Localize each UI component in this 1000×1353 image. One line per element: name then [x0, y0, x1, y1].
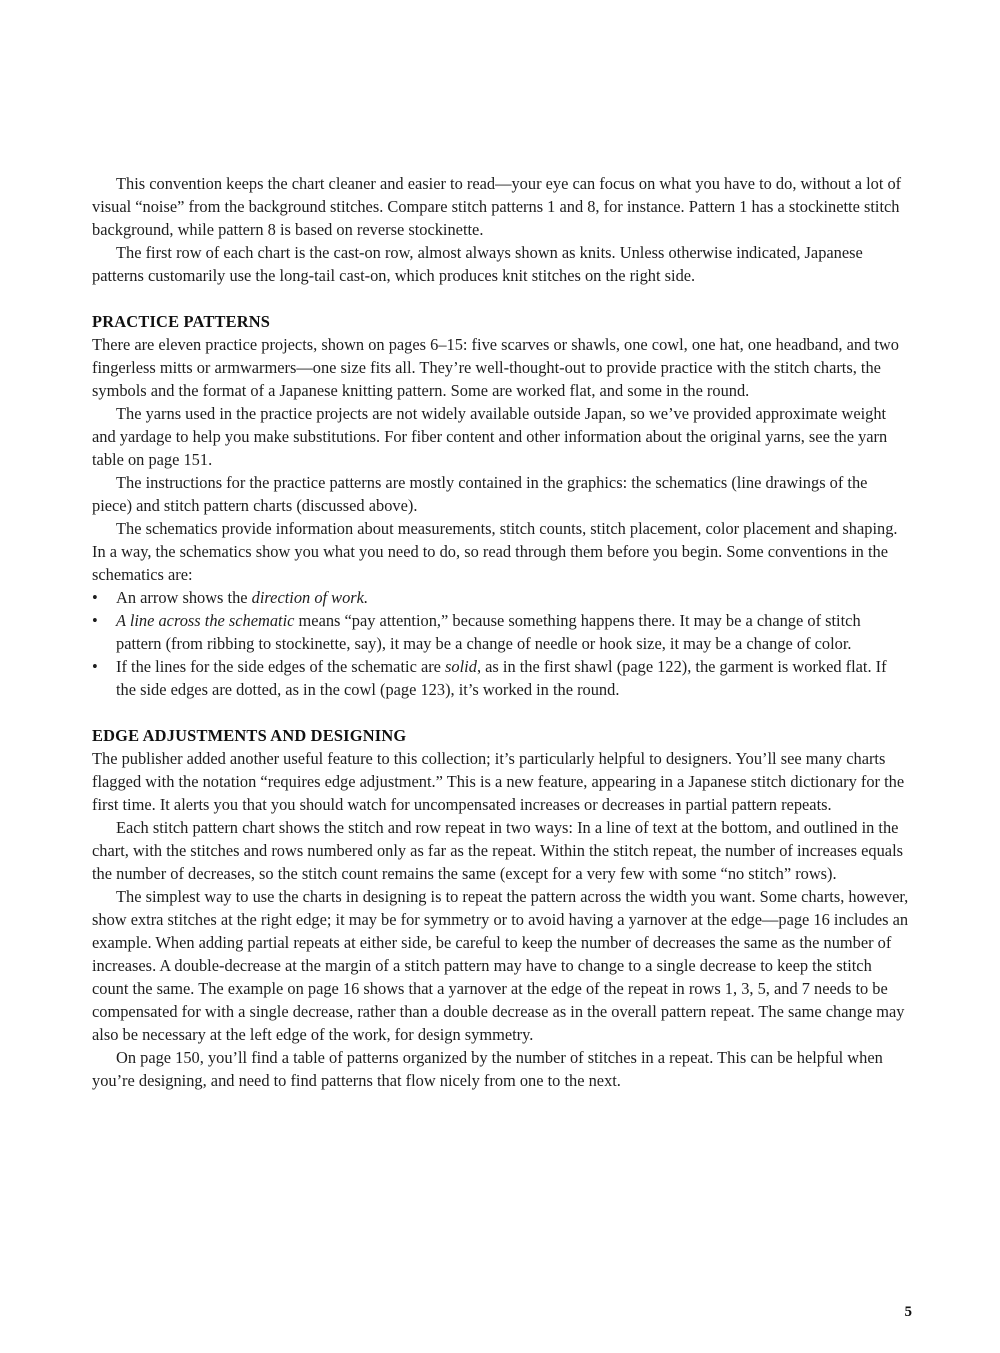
list-item — [92, 586, 910, 609]
page-body — [92, 172, 910, 1092]
section-heading-edge-adjustments: EDGE ADJUSTMENTS AND DESIGNING — [92, 726, 407, 745]
intro-paragraph-1: This convention keeps the chart cleaner and easier to read—your eye can focus on what you have to do, without a lot of visual “noise” from the background stitches. Compare stitch patterns 1 and 8, for instance. Pattern 1 has a stockinette stitch background, while pattern 8 is based on reverse stockinette. — [92, 174, 902, 239]
intro-paragraph-2: The first row of each chart is the cast-on row, almost always shown as knits. Unless otherwise indicated, Japanese patterns customarily use the long-tail cast-on, which produces knit stitches on the right side. — [92, 243, 863, 285]
list-item — [92, 609, 910, 655]
list-item-emphasis: solid — [445, 657, 477, 676]
list-item-text: If the lines for the side edges of the schematic are — [116, 657, 446, 676]
practice-paragraph-4: The schematics provide information about measurements, stitch counts, stitch placement, color placement and shaping. In a way, the schematics show you what you need to do, so read through them before you begin. Some conventions in the schematics are: — [92, 519, 898, 584]
bullet-glyph: • — [92, 611, 98, 630]
list-item-emphasis: A line across the schematic — [116, 611, 295, 630]
list-item-text: means “pay attention,” because something happens there. It may be a change of stitch pattern (from ribbing to stockinette, say), it may be a change of needle or hook size, it may be a change of color. — [116, 611, 861, 653]
edge-paragraph-4: On page 150, you’ll find a table of patterns organized by the number of stitches in a repeat. This can be helpful when you’re designing, and need to find patterns that flow nicely from one to the next. — [92, 1048, 883, 1090]
list-item — [92, 655, 910, 701]
practice-paragraph-1: There are eleven practice projects, shown on pages 6–15: five scarves or shawls, one cowl, one hat, one headband, and two fingerless mitts or armwarmers—one size fits all. They’re well-thought-out to provide practice with the stitch charts, the symbols and the format of a Japanese knitting pattern. Some are worked flat, and some in the round. — [92, 335, 899, 400]
practice-paragraph-3: The instructions for the practice patterns are mostly contained in the graphics: the schematics (line drawings of the piece) and stitch pattern charts (discussed above). — [92, 473, 868, 515]
schematic-conventions-list — [92, 586, 910, 701]
section-heading-practice-patterns: PRACTICE PATTERNS — [92, 312, 271, 331]
page-number: 5 — [904, 1304, 912, 1320]
practice-paragraph-2: The yarns used in the practice projects are not widely available outside Japan, so we’ve provided approximate weight and yardage to help you make substitutions. For fiber content and other information about the original yarns, see the yarn table on page 151. — [92, 404, 888, 469]
list-item-text: , as in the first shawl (page 122), the garment is worked flat. If the side edges are dotted, as in the cowl (page 123), it’s worked in the round. — [116, 657, 887, 699]
list-item-emphasis: direction of work. — [251, 588, 369, 607]
edge-paragraph-3: The simplest way to use the charts in designing is to repeat the pattern across the width you want. Some charts, however, show extra stitches at the right edge; it may be for symmetry or to avoid having a yarnover at the edge—page 16 includes an example. When adding partial repeats at either side, be careful to keep the number of decreases the same as the number of increases. A double-decrease at the margin of a stitch pattern may have to change to a single decrease to keep the stitch count the same. The example on page 16 shows that a yarnover at the edge of the repeat in rows 1, 3, 5, and 7 needs to be compensated for with a single decrease, rather than a double decrease as in the overall pattern repeat. The same change may also be necessary at the left edge of the work, for design symmetry. — [92, 887, 909, 1044]
list-item-text: An arrow shows the — [116, 588, 252, 607]
edge-paragraph-2: Each stitch pattern chart shows the stitch and row repeat in two ways: In a line of text at the bottom, and outlined in the chart, with the stitches and rows numbered only as far as the repeat. Within the stitch repeat, the number of increases equals the number of decreases, so the stitch count remains the same (except for a very few with some “no stitch” rows). — [92, 818, 904, 883]
edge-paragraph-1: The publisher added another useful feature to this collection; it’s particularly helpful to designers. You’ll see many charts flagged with the notation “requires edge adjustment.” This is a new feature, appearing in a Japanese stitch dictionary for the first time. It alerts you that you should watch for uncompensated increases or decreases in partial pattern repeats. — [92, 749, 905, 814]
bullet-glyph: • — [92, 657, 98, 676]
bullet-glyph: • — [92, 588, 98, 607]
